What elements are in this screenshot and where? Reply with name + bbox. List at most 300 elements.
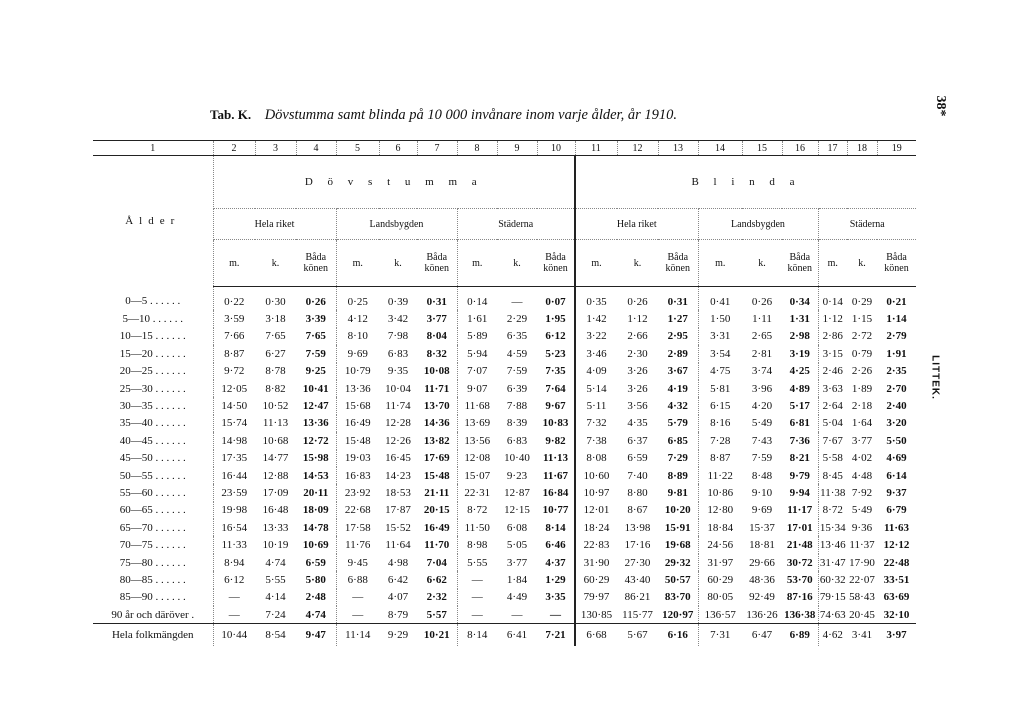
value-cell: 2·32 [426, 591, 447, 604]
men-header: m. [336, 240, 379, 287]
value-cell: 18·24 [575, 519, 617, 536]
value-cell: 11·67 [542, 469, 569, 482]
value-cell: 2·35 [886, 365, 907, 378]
value-cell: 17·69 [423, 452, 450, 465]
value-cell: 74·63 [818, 606, 847, 624]
alder-header: Ålder [125, 215, 181, 228]
column-number: 15 [742, 141, 782, 156]
table-row [93, 571, 916, 588]
value-cell: — [213, 589, 255, 606]
value-cell: 13·36 [302, 417, 329, 430]
value-cell: 14·77 [262, 452, 289, 465]
value-cell: 9·37 [886, 486, 907, 499]
value-cell: 6·59 [627, 452, 648, 465]
value-cell: — [336, 606, 379, 624]
value-cell: 0·39 [387, 295, 409, 308]
value-cell: 4·19 [667, 382, 688, 395]
value-cell: 3·22 [575, 328, 617, 345]
value-cell: 17·87 [385, 504, 411, 517]
value-cell: 9·69 [336, 345, 379, 362]
value-cell: 7·65 [305, 330, 326, 343]
value-cell: 15·68 [336, 397, 379, 414]
value-cell: 31·90 [575, 554, 617, 571]
value-cell: 20·11 [303, 486, 329, 499]
value-cell: 2·98 [789, 330, 810, 343]
value-cell: 21·48 [786, 539, 813, 552]
value-cell: 10·79 [336, 363, 379, 380]
column-number: 14 [698, 141, 742, 156]
value-cell: 60·29 [575, 571, 617, 588]
value-cell: 5·11 [575, 397, 617, 414]
value-cell: 1·64 [851, 417, 873, 430]
age-group-cell: 30—35 . . . . . . [119, 400, 186, 413]
women-header: k. [255, 240, 296, 287]
value-cell: 6·27 [265, 347, 286, 360]
value-cell: 7·88 [506, 400, 528, 413]
value-cell: 5·50 [886, 434, 907, 447]
value-cell: 11·38 [818, 484, 847, 501]
value-cell: 6·81 [789, 417, 810, 430]
women-header: k. [617, 240, 658, 287]
value-cell: 48·36 [749, 573, 775, 586]
dovstumma-header: D ö v s t u m m a [213, 156, 575, 209]
value-cell: 1·84 [506, 573, 528, 586]
value-cell: 5·04 [818, 415, 847, 432]
value-cell: 13·33 [262, 521, 289, 534]
value-cell: 3·35 [545, 591, 566, 604]
value-cell: 17·90 [849, 556, 875, 569]
value-cell: 2·66 [627, 330, 648, 343]
value-cell: 32·10 [883, 608, 910, 621]
value-cell: 15·91 [664, 521, 691, 534]
both-sexes-header [417, 240, 457, 287]
landsbygden-header: Landsbygden [336, 209, 457, 240]
value-cell: 10·20 [664, 504, 691, 517]
value-cell: 7·38 [575, 432, 617, 449]
column-number: 12 [617, 141, 658, 156]
value-cell: 0·26 [751, 295, 773, 308]
value-cell: 2·48 [305, 591, 326, 604]
value-cell: 3·97 [877, 624, 916, 647]
value-cell: 58·43 [849, 591, 875, 604]
value-cell: 5·58 [818, 450, 847, 467]
value-cell: 2·30 [627, 347, 648, 360]
value-cell: 6·79 [886, 504, 907, 517]
table-row [93, 397, 916, 414]
column-number: 4 [296, 141, 336, 156]
value-cell: 1·31 [789, 313, 810, 326]
value-cell: 7·92 [851, 486, 873, 499]
staderna-header: Städerna [818, 209, 916, 240]
value-cell: 14·78 [302, 521, 329, 534]
value-cell: 5·23 [545, 347, 566, 360]
value-cell: 16·84 [542, 486, 569, 499]
staderna-header: Städerna [457, 209, 575, 240]
age-group-cell: 65—70 . . . . . . [119, 521, 186, 534]
value-cell: 6·88 [336, 571, 379, 588]
value-cell: 2·65 [751, 330, 773, 343]
value-cell: 7·59 [506, 365, 528, 378]
value-cell: 19·03 [336, 450, 379, 467]
konen-label: könen [787, 263, 812, 274]
value-cell: 4·74 [305, 608, 326, 621]
hela-riket-header: Hela riket [575, 209, 698, 240]
value-cell: 10·69 [302, 539, 329, 552]
value-cell: 130·85 [575, 606, 617, 624]
value-cell: 11·74 [385, 400, 411, 413]
value-cell: 6·62 [426, 573, 447, 586]
column-number: 2 [213, 141, 255, 156]
value-cell: 11·37 [849, 539, 875, 552]
value-cell: 0·07 [545, 295, 566, 308]
value-cell: 14·23 [385, 469, 411, 482]
value-cell: 13·70 [423, 400, 450, 413]
column-number: 3 [255, 141, 296, 156]
value-cell: 4·49 [506, 591, 528, 604]
value-cell: 1·89 [851, 382, 873, 395]
value-cell: 1·42 [575, 310, 617, 327]
value-cell: 12·47 [302, 400, 329, 413]
both-sexes-header [877, 240, 916, 287]
value-cell: 8·32 [426, 347, 447, 360]
women-header: k. [379, 240, 417, 287]
total-row [93, 624, 916, 647]
value-cell: 10·52 [262, 400, 289, 413]
column-number-row [93, 141, 916, 156]
value-cell: — [336, 589, 379, 606]
value-cell: 18·53 [385, 486, 411, 499]
value-cell: 5·49 [851, 504, 873, 517]
konen-label: könen [884, 263, 909, 274]
header-group-row [93, 156, 916, 209]
value-cell: 0·14 [457, 287, 497, 311]
value-cell: 50·57 [664, 573, 691, 586]
value-cell: 9·47 [296, 624, 336, 647]
women-header: k. [847, 240, 877, 287]
value-cell: 12·26 [385, 434, 411, 447]
value-cell: 12·05 [213, 380, 255, 397]
value-cell: 11·22 [698, 467, 742, 484]
konen-label: könen [543, 263, 568, 274]
value-cell: 22·31 [457, 484, 497, 501]
age-group-cell: 10—15 . . . . . . [119, 330, 186, 343]
value-cell: 3·59 [213, 310, 255, 327]
side-marginal-text: LITTEK. [929, 355, 941, 400]
value-cell: 7·35 [545, 365, 566, 378]
value-cell: 10·86 [698, 484, 742, 501]
value-cell: 31·47 [818, 554, 847, 571]
value-cell: 11·71 [424, 382, 450, 395]
value-cell: 8·14 [545, 521, 566, 534]
konen-label: könen [303, 263, 328, 274]
value-cell: 4·75 [698, 363, 742, 380]
bada-label: Båda [667, 252, 689, 263]
value-cell: 17·35 [213, 450, 255, 467]
value-cell: 10·21 [417, 624, 457, 647]
value-cell: 13·69 [457, 415, 497, 432]
value-cell: 7·64 [545, 382, 566, 395]
age-group-cell: 25—30 . . . . . . [119, 382, 186, 395]
value-cell: 21·11 [424, 486, 450, 499]
value-cell: 12·88 [262, 469, 289, 482]
value-cell: 5·49 [751, 417, 773, 430]
value-cell: 13·82 [423, 434, 450, 447]
table-row [93, 467, 916, 484]
value-cell: 11·13 [262, 417, 289, 430]
value-cell: 6·15 [698, 397, 742, 414]
value-cell: 1·11 [752, 313, 772, 326]
column-number: 8 [457, 141, 497, 156]
value-cell: 16·54 [213, 519, 255, 536]
value-cell: 8·16 [698, 415, 742, 432]
table-label: Tab. K. [210, 107, 252, 122]
age-group-cell: 0—5 . . . . . . [125, 295, 181, 308]
value-cell: 4·69 [886, 452, 907, 465]
age-group-cell: 75—80 . . . . . . [119, 556, 186, 569]
value-cell: 5·67 [617, 624, 658, 647]
value-cell: 8·48 [751, 469, 773, 482]
value-cell: 15·37 [749, 521, 775, 534]
value-cell: 12·08 [457, 450, 497, 467]
value-cell: 10·44 [213, 624, 255, 647]
men-header: m. [457, 240, 497, 287]
value-cell: 8·08 [575, 450, 617, 467]
value-cell: 7·59 [751, 452, 773, 465]
value-cell: 22·68 [336, 502, 379, 519]
statistics-table [93, 140, 916, 646]
value-cell: 3·96 [751, 382, 773, 395]
value-cell: 7·21 [537, 624, 575, 647]
value-cell: 136·38 [784, 608, 816, 621]
value-cell: 5·05 [506, 539, 528, 552]
value-cell: 1·95 [545, 313, 566, 326]
value-cell: — [457, 571, 497, 588]
value-cell: 7·32 [575, 415, 617, 432]
table-row [93, 606, 916, 624]
value-cell: 3·26 [627, 382, 648, 395]
value-cell: 15·52 [385, 521, 411, 534]
value-cell: 5·14 [575, 380, 617, 397]
value-cell: 13·98 [624, 521, 651, 534]
value-cell: 1·61 [457, 310, 497, 327]
value-cell: 18·09 [302, 504, 329, 517]
value-cell: — [550, 608, 561, 621]
value-cell: 5·55 [457, 554, 497, 571]
value-cell: 3·56 [627, 400, 648, 413]
value-cell: 11·13 [542, 452, 569, 465]
value-cell: — [457, 589, 497, 606]
value-cell: 10·83 [542, 417, 569, 430]
value-cell: 3·46 [575, 345, 617, 362]
value-cell: 2·26 [851, 365, 873, 378]
value-cell: 7·31 [698, 624, 742, 647]
value-cell: 7·04 [426, 556, 447, 569]
age-group-cell: 80—85 . . . . . . [119, 573, 186, 586]
value-cell: 11·17 [787, 504, 813, 517]
column-number: 13 [658, 141, 698, 156]
value-cell: 9·10 [751, 486, 773, 499]
value-cell: 6·83 [506, 434, 528, 447]
value-cell: 15·48 [336, 432, 379, 449]
value-cell: 4·32 [667, 400, 688, 413]
value-cell: 20·15 [423, 504, 450, 517]
value-cell: 18·81 [749, 539, 775, 552]
value-cell: 20·45 [849, 608, 875, 621]
age-group-cell: 55—60 . . . . . . [119, 486, 186, 499]
value-cell: 8·79 [387, 608, 409, 621]
value-cell: 6·85 [667, 434, 688, 447]
value-cell: 5·94 [457, 345, 497, 362]
value-cell: 60·32 [818, 571, 847, 588]
value-cell: 4·89 [789, 382, 810, 395]
value-cell: 9·35 [387, 365, 409, 378]
value-cell: 3·63 [818, 380, 847, 397]
value-cell: 11·68 [457, 397, 497, 414]
men-header: m. [213, 240, 255, 287]
men-header: m. [698, 240, 742, 287]
value-cell: 19·68 [664, 539, 691, 552]
table-row [93, 287, 916, 311]
bada-label: Båda [789, 252, 811, 263]
value-cell: 3·77 [851, 434, 873, 447]
value-cell: 31·97 [698, 554, 742, 571]
value-cell: 8·14 [457, 624, 497, 647]
table-row [93, 536, 916, 553]
value-cell: 0·79 [851, 347, 873, 360]
value-cell: 7·66 [213, 328, 255, 345]
value-cell: 8·39 [506, 417, 528, 430]
value-cell: 8·72 [818, 502, 847, 519]
value-cell: 9·23 [506, 469, 528, 482]
value-cell: 3·77 [506, 556, 528, 569]
value-cell: 18·84 [698, 519, 742, 536]
value-cell: 1·12 [627, 313, 648, 326]
table-row [93, 328, 916, 345]
age-group-cell: 60—65 . . . . . . [119, 504, 186, 517]
column-number: 18 [847, 141, 877, 156]
column-number: 17 [818, 141, 847, 156]
value-cell: 4·48 [851, 469, 873, 482]
value-cell: 6·41 [497, 624, 537, 647]
value-cell: 11·33 [213, 536, 255, 553]
value-cell: 9·72 [213, 363, 255, 380]
value-cell: 10·68 [262, 434, 289, 447]
value-cell: 3·15 [818, 345, 847, 362]
value-cell: 7·36 [789, 434, 810, 447]
value-cell: 6·14 [886, 469, 907, 482]
value-cell: 4·74 [265, 556, 286, 569]
value-cell: — [511, 295, 523, 308]
value-cell: 1·50 [698, 310, 742, 327]
table-row [93, 415, 916, 432]
value-cell: 136·26 [746, 608, 778, 621]
value-cell: 2·29 [506, 313, 528, 326]
value-cell: 8·04 [426, 330, 447, 343]
value-cell: 86·21 [624, 591, 651, 604]
value-cell: 3·77 [426, 313, 447, 326]
value-cell: 27·30 [624, 556, 651, 569]
both-sexes-header [782, 240, 818, 287]
age-group-cell: 45—50 . . . . . . [119, 452, 186, 465]
value-cell: 5·80 [305, 573, 326, 586]
value-cell: 9·82 [545, 434, 566, 447]
women-header: k. [497, 240, 537, 287]
value-cell: 8·54 [255, 624, 296, 647]
value-cell: 0·29 [851, 295, 873, 308]
value-cell: 8·82 [265, 382, 286, 395]
table-caption: Dövstumma samt blinda på 10 000 invånare inom varje ålder, år 1910. [264, 107, 677, 123]
table-row [93, 554, 916, 571]
value-cell: 16·83 [336, 467, 379, 484]
value-cell: 7·43 [751, 434, 773, 447]
value-cell: 10·19 [262, 539, 289, 552]
table-row [93, 345, 916, 362]
value-cell: 13·46 [818, 536, 847, 553]
value-cell: 0·35 [575, 287, 617, 311]
value-cell: 10·41 [302, 382, 329, 395]
value-cell: 19·98 [213, 502, 255, 519]
value-cell: 4·25 [789, 365, 810, 378]
blinda-header: B l i n d a [575, 156, 916, 209]
both-sexes-header [537, 240, 575, 287]
value-cell: 2·72 [851, 330, 873, 343]
table-row [93, 519, 916, 536]
value-cell: 0·26 [627, 295, 648, 308]
value-cell: 10·40 [504, 452, 530, 465]
value-cell: 12·72 [302, 434, 329, 447]
value-cell: 3·31 [698, 328, 742, 345]
value-cell: 3·74 [751, 365, 773, 378]
value-cell: 17·01 [786, 521, 813, 534]
header-sex-row [93, 240, 916, 287]
value-cell: 3·42 [387, 313, 409, 326]
value-cell: 6·08 [506, 521, 528, 534]
age-group-cell: Hela folkmängden [93, 624, 213, 647]
value-cell: 12·12 [883, 539, 910, 552]
value-cell: 6·68 [575, 624, 617, 647]
value-cell: 9·79 [789, 469, 810, 482]
table-row [93, 380, 916, 397]
value-cell: 14·36 [423, 417, 450, 430]
value-cell: 8·80 [627, 486, 648, 499]
hela-riket-header: Hela riket [213, 209, 336, 240]
value-cell: 3·54 [698, 345, 742, 362]
value-cell: 22·48 [883, 556, 910, 569]
table-body [93, 287, 916, 647]
value-cell: 0·31 [667, 295, 688, 308]
value-cell: 3·20 [886, 417, 907, 430]
value-cell: 8·87 [698, 450, 742, 467]
column-number: 5 [336, 141, 379, 156]
age-group-cell: 20—25 . . . . . . [119, 365, 186, 378]
value-cell: 8·72 [457, 502, 497, 519]
value-cell: 80·05 [698, 589, 742, 606]
value-cell: 0·26 [305, 295, 326, 308]
column-number: 11 [575, 141, 617, 156]
value-cell: 2·95 [667, 330, 688, 343]
value-cell: 5·55 [265, 573, 286, 586]
value-cell: 10·04 [385, 382, 411, 395]
value-cell: 2·81 [751, 347, 773, 360]
column-number: 6 [379, 141, 417, 156]
value-cell: 16·49 [336, 415, 379, 432]
value-cell: 2·64 [818, 397, 847, 414]
value-cell: 9·94 [789, 486, 810, 499]
value-cell: 4·12 [336, 310, 379, 327]
value-cell: 6·89 [782, 624, 818, 647]
age-group-cell: 15—20 . . . . . . [119, 347, 186, 360]
value-cell: 15·48 [423, 469, 450, 482]
